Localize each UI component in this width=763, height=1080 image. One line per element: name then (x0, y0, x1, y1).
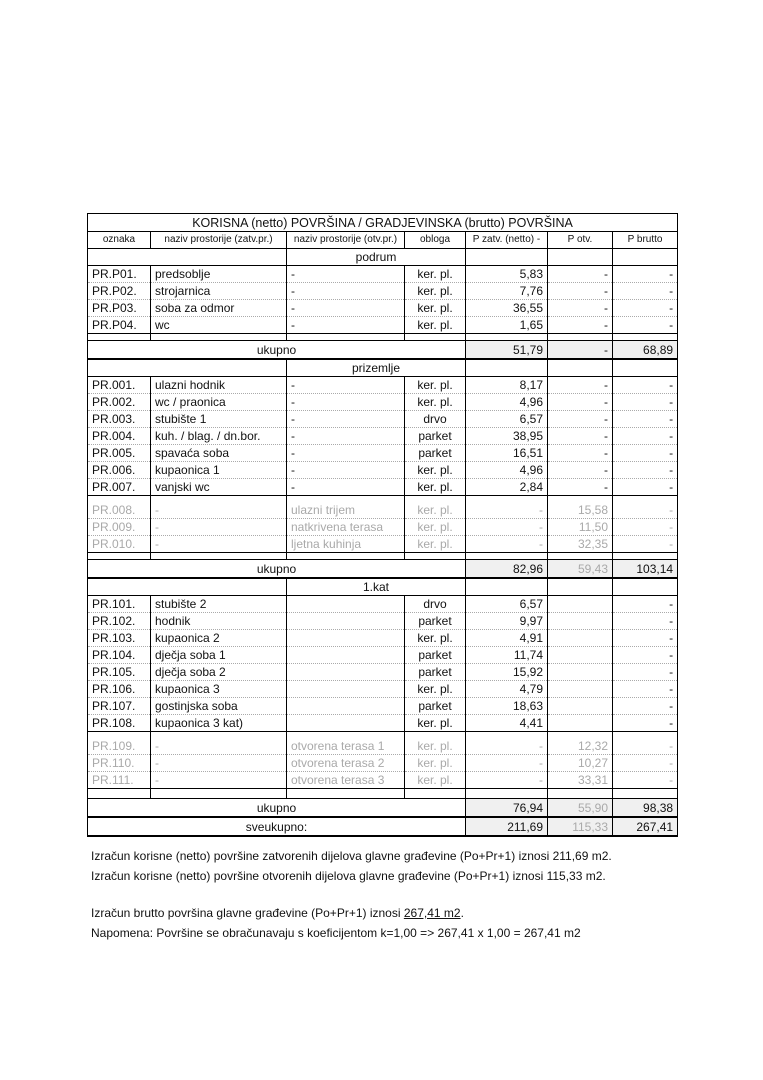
room-code: PR.007. (88, 479, 151, 496)
subtotal-label: ukupno (88, 560, 466, 579)
closed-room-name: - (151, 772, 287, 789)
p-open: 12,32 (548, 738, 613, 755)
p-gross: - (613, 462, 678, 479)
finish: ker. pl. (405, 502, 466, 519)
table-title: KORISNA (netto) POVRŠINA / GRADJEVINSKA (brutto) POVRŠINA (88, 214, 678, 232)
table-row (88, 300, 678, 317)
p-closed: 2,84 (466, 479, 548, 496)
header-code: oznaka (88, 232, 151, 249)
subtotal-p-gross: 103,14 (613, 560, 678, 579)
room-code: PR.009. (88, 519, 151, 536)
p-open: - (548, 377, 613, 394)
subtotal-p-open: 55,90 (548, 799, 613, 818)
room-code: PR.008. (88, 502, 151, 519)
p-closed: 4,91 (466, 630, 548, 647)
p-gross: - (613, 300, 678, 317)
open-room-name (287, 596, 405, 613)
closed-room-name: - (151, 738, 287, 755)
spacer-cell (548, 789, 613, 799)
room-code: PR.106. (88, 681, 151, 698)
note-closed-area: Izračun korisne (netto) površine zatvorenih dijelova glavne građevine (Po+Pr+1) iznosi 211,69 m2. (91, 849, 612, 863)
table-row (88, 317, 678, 334)
p-gross: - (613, 283, 678, 300)
closed-room-name: - (151, 519, 287, 536)
p-gross: - (613, 715, 678, 732)
finish: ker. pl. (405, 479, 466, 496)
table-row (88, 445, 678, 462)
room-code: PR.004. (88, 428, 151, 445)
section-spacer (548, 359, 613, 377)
closed-room-name: - (151, 755, 287, 772)
closed-room-name: ulazni hodnik (151, 377, 287, 394)
p-open (548, 715, 613, 732)
table-row (88, 613, 678, 630)
p-open (548, 681, 613, 698)
subtotal-p-closed: 76,94 (466, 799, 548, 818)
section-spacer (613, 578, 678, 596)
spacer-cell (613, 334, 678, 341)
header-open-room: naziv prostorije (otv.pr.) (287, 232, 405, 249)
p-open: - (548, 283, 613, 300)
room-code: PR.102. (88, 613, 151, 630)
subtotal-p-closed: 82,96 (466, 560, 548, 579)
p-open: - (548, 462, 613, 479)
header-finish: obloga (405, 232, 466, 249)
open-room-name: natkrivena terasa (287, 519, 405, 536)
header-p-gross: P brutto (613, 232, 678, 249)
p-closed: 8,17 (466, 377, 548, 394)
grand-total-p-open: 115,33 (548, 817, 613, 836)
closed-room-name: - (151, 502, 287, 519)
room-code: PR.107. (88, 698, 151, 715)
closed-room-name: dječja soba 1 (151, 647, 287, 664)
room-code: PR.003. (88, 411, 151, 428)
p-gross: - (613, 630, 678, 647)
room-code: PR.101. (88, 596, 151, 613)
room-code: PR.103. (88, 630, 151, 647)
p-open: 33,31 (548, 772, 613, 789)
room-code: PR.111. (88, 772, 151, 789)
spacer-cell (287, 789, 405, 799)
section-spacer (466, 249, 548, 266)
p-closed: 5,83 (466, 266, 548, 283)
subtotal-label: ukupno (88, 341, 466, 360)
room-code: PR.108. (88, 715, 151, 732)
closed-room-name: - (151, 536, 287, 553)
finish: parket (405, 647, 466, 664)
room-code: PR.P03. (88, 300, 151, 317)
closed-room-name: stubište 1 (151, 411, 287, 428)
closed-room-name: soba za odmor (151, 300, 287, 317)
header-p-open: P otv. (548, 232, 613, 249)
open-room-name (287, 698, 405, 715)
note-open-area: Izračun korisne (netto) površine otvorenih dijelova glavne građevine (Po+Pr+1) iznosi 115,33 m2. (91, 869, 606, 883)
header-closed-room: naziv prostorije (zatv.pr.) (151, 232, 287, 249)
header-p-closed: P zatv. (netto) - (466, 232, 548, 249)
p-closed: 6,57 (466, 411, 548, 428)
finish: ker. pl. (405, 283, 466, 300)
p-gross: - (613, 411, 678, 428)
open-room-name (287, 613, 405, 630)
p-open (548, 698, 613, 715)
spacer-cell (548, 553, 613, 560)
closed-room-name: hodnik (151, 613, 287, 630)
table-row (88, 755, 678, 772)
p-open (548, 664, 613, 681)
room-code: PR.002. (88, 394, 151, 411)
table-row (88, 664, 678, 681)
p-open: - (548, 266, 613, 283)
p-closed: - (466, 536, 548, 553)
table-row (88, 536, 678, 553)
p-closed: 38,95 (466, 428, 548, 445)
table-row (88, 377, 678, 394)
closed-room-name: spavaća soba (151, 445, 287, 462)
section-spacer (88, 249, 287, 266)
subtotal-p-open: 59,43 (548, 560, 613, 579)
p-gross: - (613, 738, 678, 755)
subtotal-p-gross: 98,38 (613, 799, 678, 818)
finish: ker. pl. (405, 772, 466, 789)
p-closed: 16,51 (466, 445, 548, 462)
section-spacer (613, 249, 678, 266)
closed-room-name: kuh. / blag. / dn.bor. (151, 428, 287, 445)
p-closed: 36,55 (466, 300, 548, 317)
finish: ker. pl. (405, 738, 466, 755)
p-open: - (548, 317, 613, 334)
note-gross-suffix: . (460, 906, 464, 920)
subtotal-p-closed: 51,79 (466, 341, 548, 360)
p-closed: - (466, 755, 548, 772)
spacer-cell (405, 553, 466, 560)
room-code: PR.P04. (88, 317, 151, 334)
table-body (88, 249, 678, 837)
p-gross: - (613, 664, 678, 681)
p-open: 15,58 (548, 502, 613, 519)
subtotal-p-open: - (548, 341, 613, 360)
finish: drvo (405, 411, 466, 428)
spacer-cell (613, 553, 678, 560)
open-room-name (287, 664, 405, 681)
p-gross: - (613, 317, 678, 334)
spacer-cell (88, 334, 151, 341)
p-closed: 4,79 (466, 681, 548, 698)
section-header-row (88, 359, 678, 377)
table-row (88, 394, 678, 411)
open-room-name: - (287, 300, 405, 317)
p-closed: 4,96 (466, 394, 548, 411)
closed-room-name: dječja soba 2 (151, 664, 287, 681)
table-row (88, 698, 678, 715)
spacer-cell (405, 334, 466, 341)
p-closed: - (466, 519, 548, 536)
p-open: 11,50 (548, 519, 613, 536)
subtotal-p-gross: 68,89 (613, 341, 678, 360)
closed-room-name: strojarnica (151, 283, 287, 300)
p-closed: 15,92 (466, 664, 548, 681)
table-row (88, 596, 678, 613)
subtotal-row (88, 799, 678, 818)
spacer-cell (151, 553, 287, 560)
finish: ker. pl. (405, 317, 466, 334)
closed-room-name: kupaonica 1 (151, 462, 287, 479)
p-closed: 6,57 (466, 596, 548, 613)
section-name: prizemlje (287, 359, 466, 377)
finish: ker. pl. (405, 715, 466, 732)
spacer-cell (613, 789, 678, 799)
table-row (88, 502, 678, 519)
finish: parket (405, 698, 466, 715)
p-open: - (548, 411, 613, 428)
spacer-row (88, 789, 678, 799)
table-row (88, 738, 678, 755)
open-room-name: otvorena terasa 1 (287, 738, 405, 755)
open-room-name: ljetna kuhinja (287, 536, 405, 553)
spacer-cell (287, 334, 405, 341)
p-closed: - (466, 502, 548, 519)
finish: ker. pl. (405, 630, 466, 647)
table-row (88, 428, 678, 445)
spacer-cell (466, 789, 548, 799)
closed-room-name: stubište 2 (151, 596, 287, 613)
table-row (88, 630, 678, 647)
spacer-cell (88, 553, 151, 560)
section-spacer (88, 578, 287, 596)
table-row (88, 681, 678, 698)
p-open (548, 630, 613, 647)
p-gross: - (613, 772, 678, 789)
closed-room-name: kupaonica 3 (151, 681, 287, 698)
note-gross-area (91, 906, 464, 920)
closed-room-name: kupaonica 2 (151, 630, 287, 647)
table-row (88, 283, 678, 300)
p-gross: - (613, 502, 678, 519)
table-row (88, 715, 678, 732)
spacer-cell (287, 553, 405, 560)
p-gross: - (613, 394, 678, 411)
p-open: - (548, 445, 613, 462)
grand-total-label: sveukupno: (88, 817, 466, 836)
closed-room-name: kupaonica 3 kat) (151, 715, 287, 732)
p-gross: - (613, 596, 678, 613)
note-gross-value: 267,41 m2 (403, 906, 461, 920)
p-gross: - (613, 613, 678, 630)
p-gross: - (613, 377, 678, 394)
room-code: PR.P01. (88, 266, 151, 283)
note-remark: Napomena: Površine se obračunavaju s koeficijentom k=1,00 => 267,41 x 1,00 = 267,41 m2 (91, 926, 581, 940)
open-room-name: otvorena terasa 2 (287, 755, 405, 772)
spacer-row (88, 334, 678, 341)
finish: ker. pl. (405, 755, 466, 772)
finish: parket (405, 428, 466, 445)
p-closed: 18,63 (466, 698, 548, 715)
section-header-row (88, 249, 678, 266)
p-gross: - (613, 536, 678, 553)
open-room-name: - (287, 377, 405, 394)
open-room-name: - (287, 317, 405, 334)
finish: ker. pl. (405, 519, 466, 536)
open-room-name: otvorena terasa 3 (287, 772, 405, 789)
open-room-name: - (287, 445, 405, 462)
finish: ker. pl. (405, 462, 466, 479)
section-spacer (466, 578, 548, 596)
section-name: 1.kat (287, 578, 466, 596)
spacer-cell (548, 334, 613, 341)
closed-room-name: wc (151, 317, 287, 334)
finish: ker. pl. (405, 536, 466, 553)
open-room-name: - (287, 266, 405, 283)
room-code: PR.104. (88, 647, 151, 664)
open-room-name (287, 630, 405, 647)
spacer-row (88, 553, 678, 560)
room-code: PR.105. (88, 664, 151, 681)
finish: parket (405, 613, 466, 630)
table-row (88, 411, 678, 428)
table-row (88, 266, 678, 283)
note-gross-prefix: Izračun brutto površina glavne građevine (Po+Pr+1) iznosi (91, 906, 404, 920)
p-open: 32,35 (548, 536, 613, 553)
p-closed: 1,65 (466, 317, 548, 334)
finish: parket (405, 445, 466, 462)
closed-room-name: vanjski wc (151, 479, 287, 496)
section-spacer (613, 359, 678, 377)
spacer-cell (466, 334, 548, 341)
grand-total-row (88, 817, 678, 836)
closed-room-name: predsoblje (151, 266, 287, 283)
header-row (88, 232, 678, 249)
table-row (88, 772, 678, 789)
room-code: PR.010. (88, 536, 151, 553)
room-code: PR.110. (88, 755, 151, 772)
finish: drvo (405, 596, 466, 613)
p-closed: 11,74 (466, 647, 548, 664)
p-gross: - (613, 698, 678, 715)
table-row (88, 462, 678, 479)
p-gross: - (613, 647, 678, 664)
finish: parket (405, 664, 466, 681)
subtotal-row (88, 560, 678, 579)
section-header-row (88, 578, 678, 596)
open-room-name: - (287, 411, 405, 428)
open-room-name: - (287, 428, 405, 445)
p-open: - (548, 300, 613, 317)
section-spacer (466, 359, 548, 377)
p-open: - (548, 428, 613, 445)
table-row (88, 479, 678, 496)
open-room-name: - (287, 394, 405, 411)
open-room-name: ulazni trijem (287, 502, 405, 519)
room-code: PR.P02. (88, 283, 151, 300)
spacer-cell (405, 789, 466, 799)
finish: ker. pl. (405, 394, 466, 411)
p-closed: 4,96 (466, 462, 548, 479)
section-name: podrum (287, 249, 466, 266)
p-gross: - (613, 479, 678, 496)
p-open: - (548, 394, 613, 411)
finish: ker. pl. (405, 681, 466, 698)
p-closed: 7,76 (466, 283, 548, 300)
section-spacer (548, 578, 613, 596)
room-code: PR.006. (88, 462, 151, 479)
table-row (88, 519, 678, 536)
p-open (548, 596, 613, 613)
room-code: PR.109. (88, 738, 151, 755)
finish: ker. pl. (405, 266, 466, 283)
p-closed: - (466, 738, 548, 755)
room-code: PR.001. (88, 377, 151, 394)
p-closed: 9,97 (466, 613, 548, 630)
grand-total-p-closed: 211,69 (466, 817, 548, 836)
section-spacer (548, 249, 613, 266)
table-row (88, 647, 678, 664)
p-open: - (548, 479, 613, 496)
spacer-cell (151, 789, 287, 799)
open-room-name: - (287, 479, 405, 496)
p-closed: 4,41 (466, 715, 548, 732)
closed-room-name: gostinjska soba (151, 698, 287, 715)
p-closed: - (466, 772, 548, 789)
finish: ker. pl. (405, 300, 466, 317)
room-code: PR.005. (88, 445, 151, 462)
open-room-name: - (287, 462, 405, 479)
p-gross: - (613, 266, 678, 283)
p-gross: - (613, 519, 678, 536)
spacer-cell (88, 789, 151, 799)
area-table (87, 213, 678, 837)
closed-room-name: wc / praonica (151, 394, 287, 411)
p-open (548, 613, 613, 630)
open-room-name: - (287, 283, 405, 300)
spacer-cell (151, 334, 287, 341)
p-open (548, 647, 613, 664)
p-gross: - (613, 428, 678, 445)
p-gross: - (613, 755, 678, 772)
subtotal-label: ukupno (88, 799, 466, 818)
spacer-cell (466, 553, 548, 560)
open-room-name (287, 647, 405, 664)
p-open: 10,27 (548, 755, 613, 772)
open-room-name (287, 681, 405, 698)
grand-total-p-gross: 267,41 (613, 817, 678, 836)
finish: ker. pl. (405, 377, 466, 394)
p-gross: - (613, 445, 678, 462)
section-spacer (88, 359, 287, 377)
p-gross: - (613, 681, 678, 698)
open-room-name (287, 715, 405, 732)
subtotal-row (88, 341, 678, 360)
